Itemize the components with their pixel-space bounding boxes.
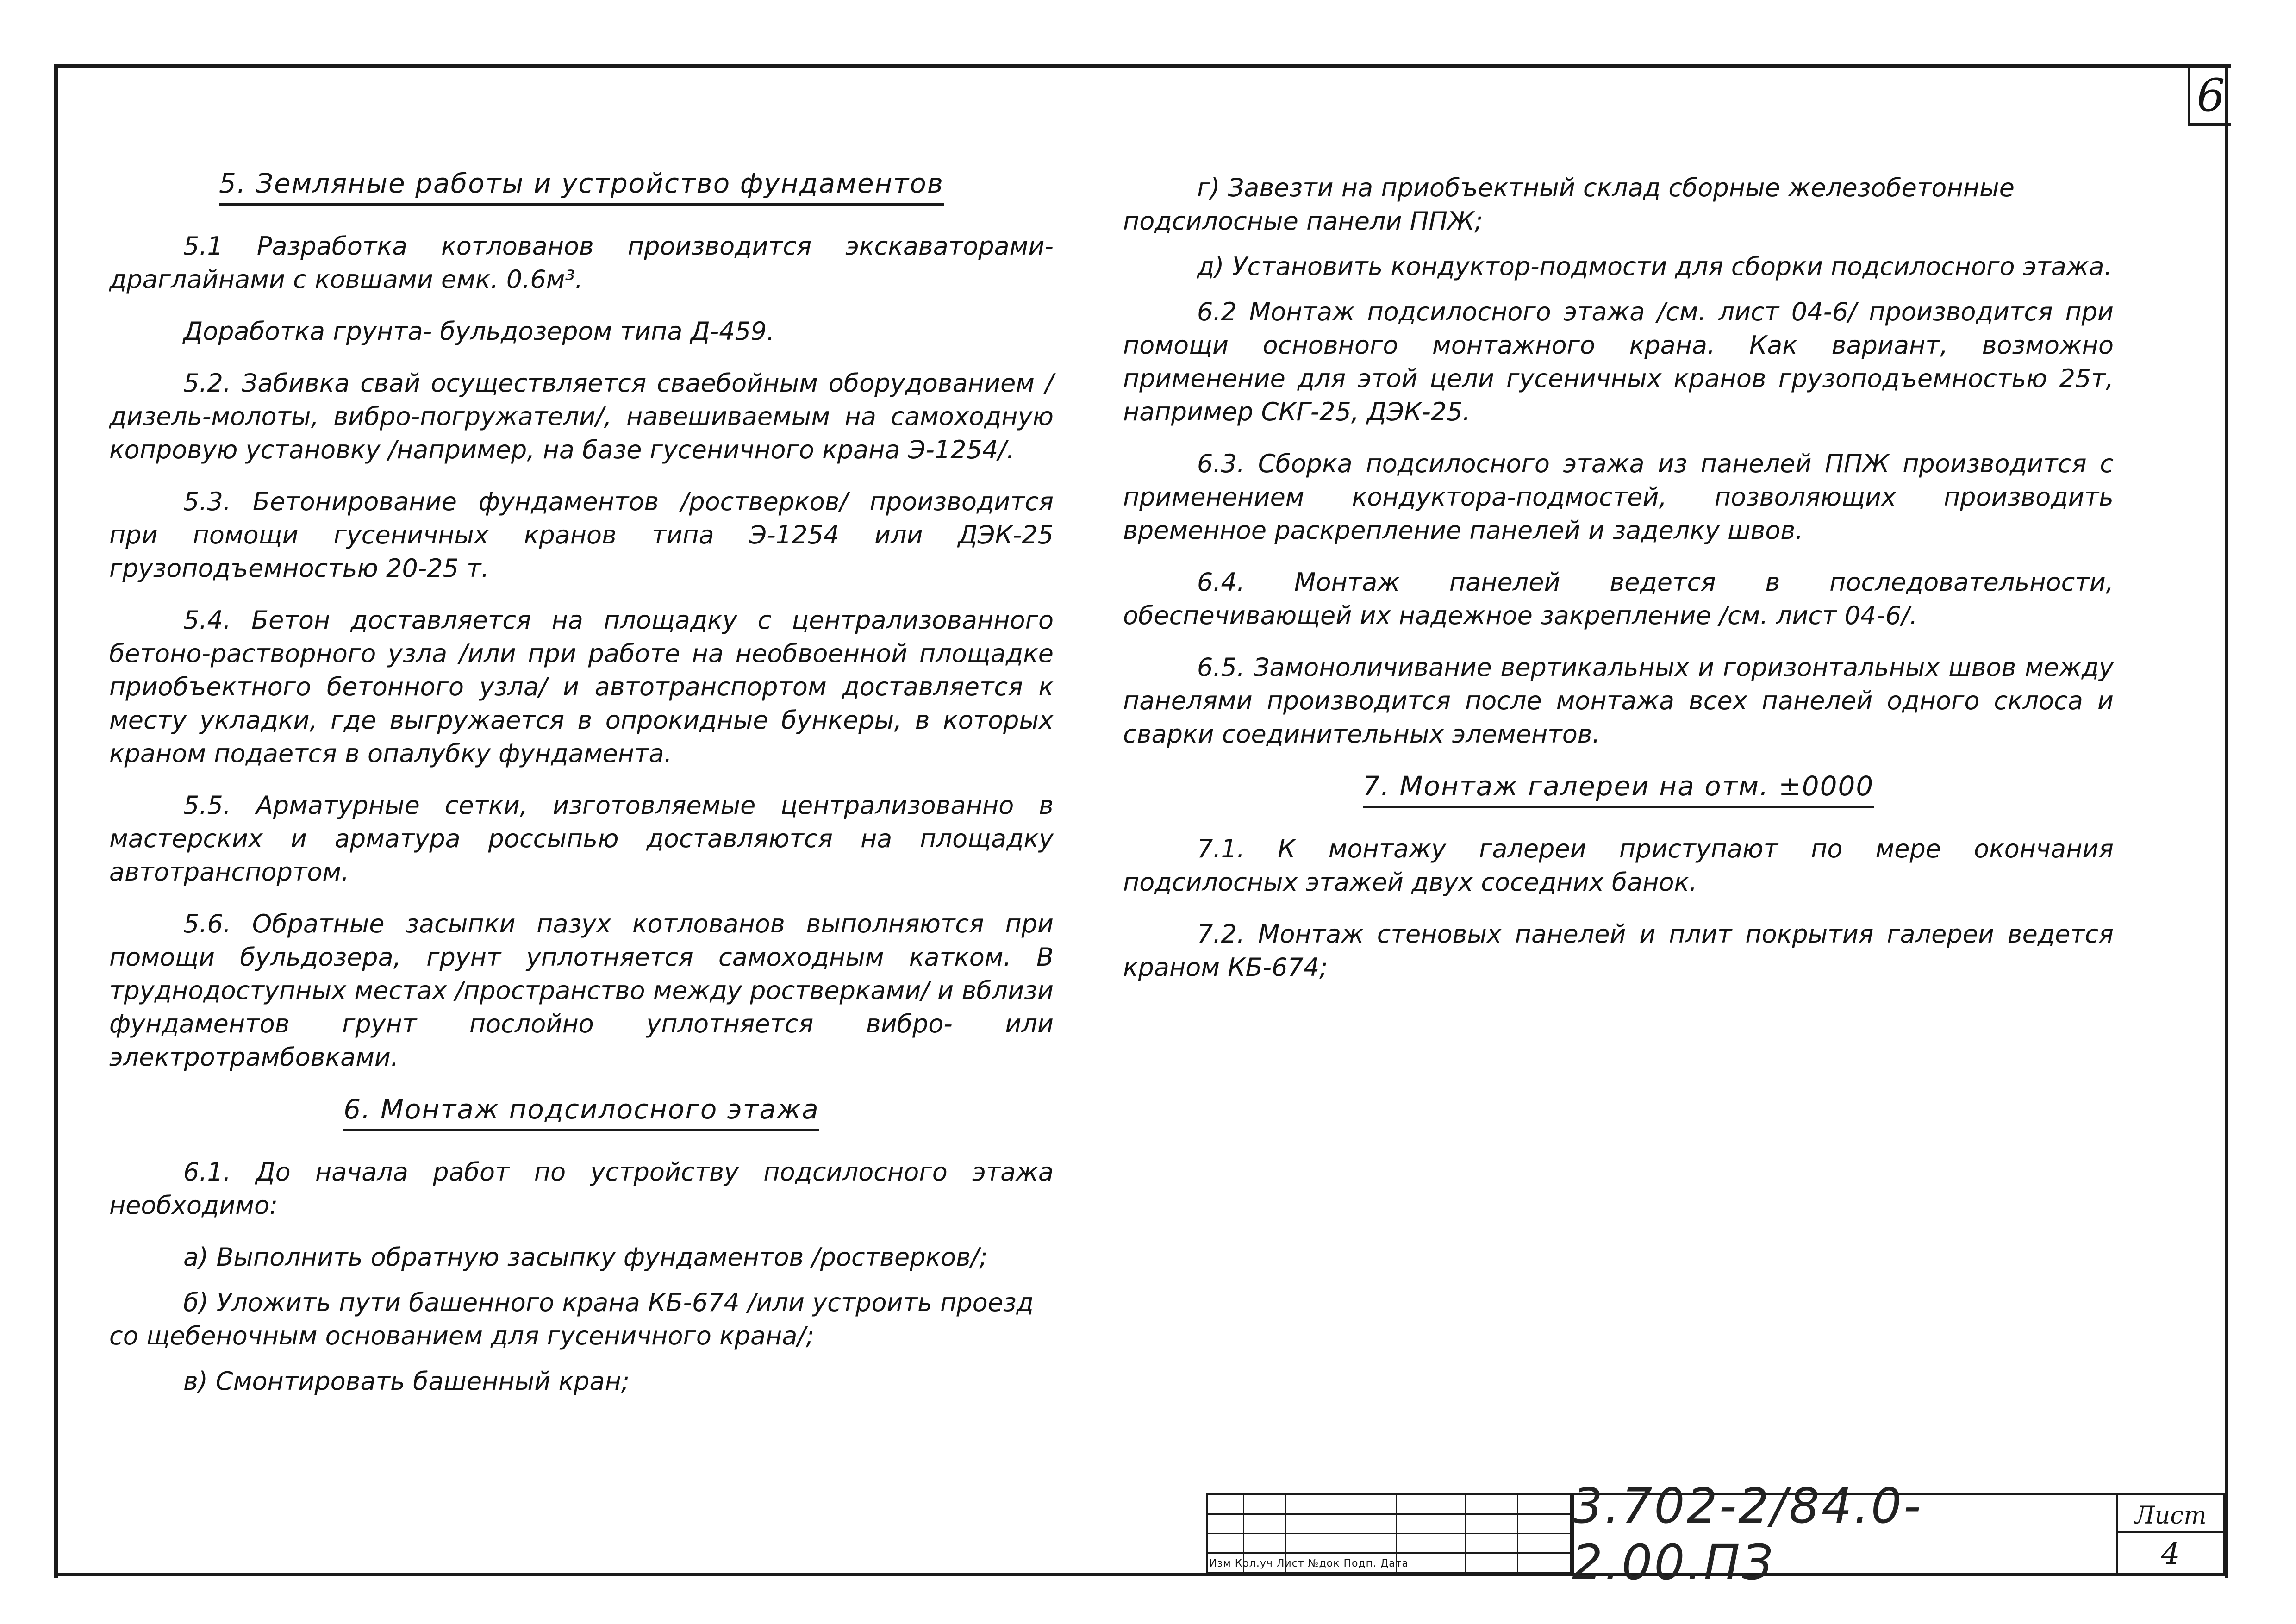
paragraph-7-2: 7.2. Монтаж стеновых панелей и плит покрытия галереи ведется краном КБ-674; xyxy=(1123,919,2114,982)
left-column xyxy=(109,167,1054,1410)
list-item-b: б) Уложить пути башенного крана КБ-674 /или устроить проезд со щебеночным основанием для гусеничного крана/; xyxy=(109,1288,1034,1350)
paragraph-6-5: 6.5. Замоноличивание вертикальных и горизонтальных швов между панелями производится после монтажа всех панелей одного склоса и сварки соединительных элементов. xyxy=(1123,653,2114,749)
paragraph-6-1: 6.1. До начала работ по устройству подсилосного этажа необходимо: xyxy=(109,1157,1054,1220)
paragraph-5-1-b: Доработка грунта- бульдозером типа Д-459. xyxy=(183,317,775,346)
sheet-value: 4 xyxy=(2161,1537,2180,1571)
list-item-g: г) Завезти на приобъектный склад сборные железобетонные подсилосные панели ППЖ; xyxy=(1123,173,2015,236)
revision-table-labels: Изм Кол.уч Лист №док Подп. Дата xyxy=(1209,1558,1409,1569)
section-5-heading: 5. Земляные работы и устройство фундаментов xyxy=(219,167,944,206)
title-block xyxy=(1206,1478,2225,1591)
paragraph-6-3: 6.3. Сборка подсилосного этажа из панелей ППЖ производится с применением кондуктора-подмостей, позволяющих производить временное раскрепление панелей и заделку швов. xyxy=(1123,449,2114,545)
list-item-d: д) Установить кондуктор-подмости для сборки подсилосного этажа. xyxy=(1197,252,2112,281)
right-column xyxy=(1123,171,2114,1003)
paragraph-5-6: 5.6. Обратные засыпки пазух котлованов выполняются при помощи бульдозера, грунт уплотняется самоходным катком. В труднодоступных местах /пространство между ростверками/ и вблизи фундаментов грунт послойно уплотняется вибро- или электротрамбовками. xyxy=(109,909,1054,1072)
list-item-a: а) Выполнить обратную засыпку фундаментов /ростверков/; xyxy=(183,1243,988,1272)
paragraph-6-4: 6.4. Монтаж панелей ведется в последовательности, обеспечивающей их надежное закрепление /см. лист 04-6/. xyxy=(1123,568,2114,630)
frame-top-line xyxy=(56,64,2231,68)
list-item-v: в) Смонтировать башенный кран; xyxy=(183,1367,630,1396)
paragraph-5-3: 5.3. Бетонирование фундаментов /ростверков/ производится при помощи гусеничных кранов типа Э-1254 или ДЭК-25 грузоподъемностью 20-25 т. xyxy=(109,487,1054,583)
section-7-heading: 7. Монтаж галереи на отм. ±0000 xyxy=(1363,769,1874,808)
sheet-cell xyxy=(2118,1493,2225,1575)
page-number: 6 xyxy=(2188,68,2231,126)
paragraph-6-2: 6.2 Монтаж подсилосного этажа /см. лист 04-6/ производится при помощи основного монтажного крана. Как вариант, возможно применение для этой цели гусеничных кранов грузоподъемностью 25т, например СКГ-25, ДЭК-25. xyxy=(1123,297,2114,426)
paragraph-5-5: 5.5. Арматурные сетки, изготовляемые централизованно в мастерских и арматура россыпью доставляются на площадку автотранспортом. xyxy=(109,791,1054,887)
frame-left-line xyxy=(54,64,58,1578)
paragraph-5-2: 5.2. Забивка свай осуществляется сваебойным оборудованием /дизель-молоты, вибро-погружатели/, навешиваемым на самоходную копровую установку /например, на базе гусеничного крана Э-1254/. xyxy=(109,369,1054,464)
document-code: 3.702-2/84.0-2.00.ПЗ xyxy=(1572,1493,2118,1575)
paragraph-5-4: 5.4. Бетон доставляется на площадку с централизованного бетоно-растворного узла /или при работе на необвоенной площадке приобъектного бетонного узла/ и автотранспортом доставляется к месту укладки, где выгружается в опрокидные бункеры, в которых краном подается в опалубку фундамента. xyxy=(109,606,1054,768)
sheet-label: Лист xyxy=(2118,1502,2223,1533)
paragraph-7-1: 7.1. К монтажу галереи приступают по мере окончания подсилосных этажей двух соседних банок. xyxy=(1123,834,2114,897)
frame-right-line xyxy=(2225,64,2228,1578)
paragraph-5-1: 5.1 Разработка котлованов производится экскаваторами-драглайнами с ковшами емк. 0.6м³. xyxy=(109,231,1054,294)
section-6-heading: 6. Монтаж подсилосного этажа xyxy=(343,1093,819,1131)
